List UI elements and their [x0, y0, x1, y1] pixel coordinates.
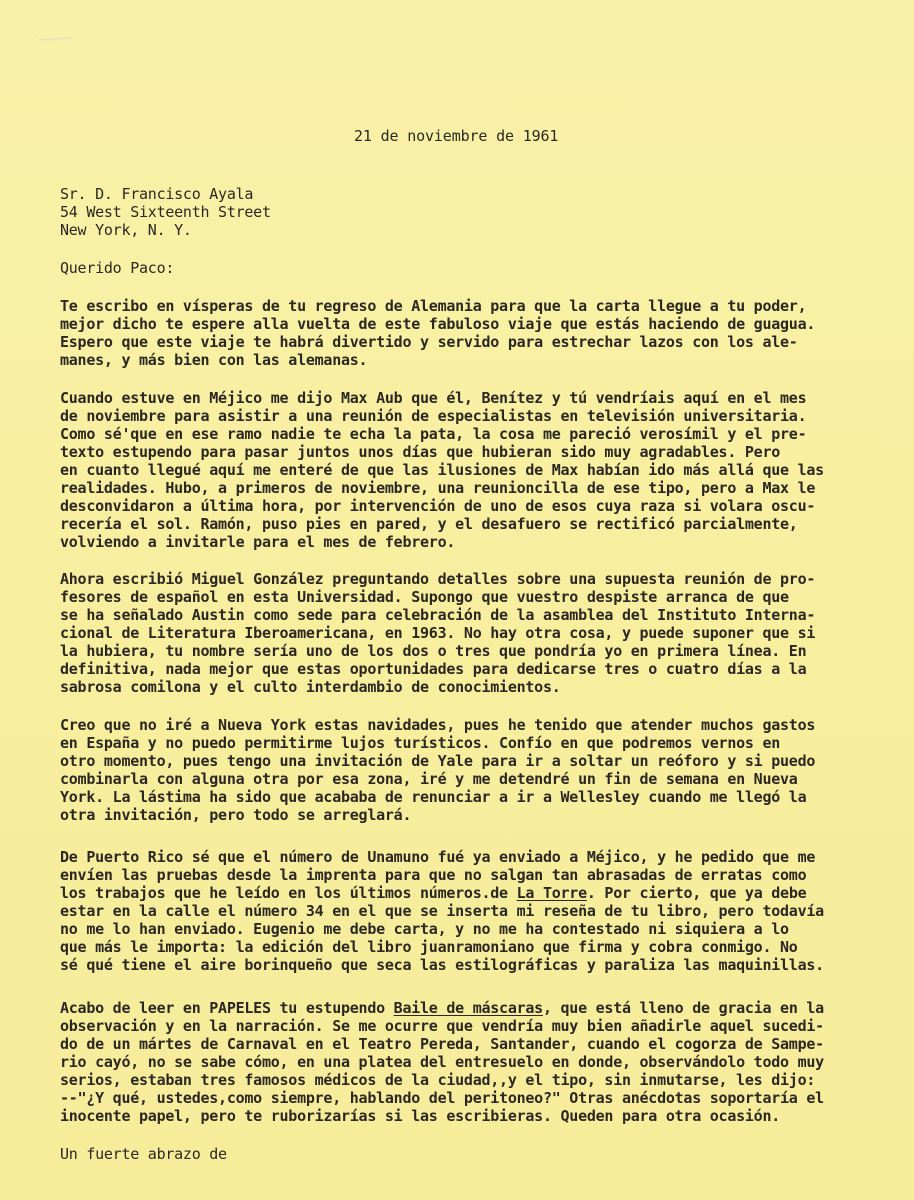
body-line: definitiva, nada mejor que estas oportunidades para dedicarse tres o cuatro días a la [60, 660, 807, 678]
body-line: otro momento, pues tengo una invitación de Yale para ir a soltar un reóforo y si puedo [60, 752, 816, 770]
body-line: De Puerto Rico sé que el número de Unamuno fué ya enviado a Méjico, y he pedido que me [60, 848, 816, 866]
body-line: en cuanto llegué aquí me enteré de que las ilusiones de Max habían ido más allá que las [60, 461, 824, 479]
body-line: volviendo a invitarle para el mes de febrero. [60, 533, 456, 551]
body-line: serios, estaban tres famosos médicos de la ciudad,,y el tipo, sin inmutarse, les dijo: [60, 1071, 816, 1089]
body-line: no me lo han enviado. Eugenio me debe carta, y no me ha contestado ni siquiera a lo [60, 920, 789, 938]
body-line [60, 999, 824, 1017]
body-line: Cuando estuve en Méjico me dijo Max Aub que él, Benítez y tú vendríais aquí en el mes [60, 389, 807, 407]
address-line-name: Sr. D. Francisco Ayala [60, 185, 254, 203]
body-line: que más le importa: la edición del libro juanramoniano que firma y cobra conmigo. No [60, 938, 798, 956]
body-line: --"¿Y qué, ustedes,como siempre, hablando del peritoneo?" Otras anécdotas soportaría el [60, 1089, 824, 1107]
body-line: estar en la calle el número 34 en el que se inserta mi reseña de tu libro, pero todavía [60, 902, 824, 920]
body-line: la hubiera, tu nombre sería uno de los dos o tres que pondría yo en primera línea. En [60, 642, 807, 660]
body-line: de noviembre para asistir a una reunión de especialistas en televisión universitaria. [60, 407, 807, 425]
body-line: texto estupendo para pasar juntos unos días que hubieran sido muy agradables. Pero [60, 443, 781, 461]
body-line: sé qué tiene el aire borinqueño que seca las estilográficas y paraliza las maquinillas. [60, 956, 824, 974]
body-line: sabrosa comilona y el culto interdambio de conocimientos. [60, 678, 561, 696]
body-text: , que está lleno de gracia en la [542, 999, 824, 1017]
body-line: fesores de español en esta Universidad. Supongo que vuestro despiste arranca de que [60, 588, 789, 606]
body-line: recería el sol. Ramón, puso pies en pared, y el desafuero se rectificó parcialmente, [60, 515, 798, 533]
body-text: los trabajos que he leído en los últimos números.de [60, 884, 517, 902]
body-line [60, 884, 806, 902]
body-line: mejor dicho te espere alla vuelta de este fabuloso viaje que estás haciendo de guagua. [60, 315, 816, 333]
body-line: envíen las pruebas desde la imprenta para que no salgan tan abrasadas de erratas como [60, 866, 807, 884]
body-line: combinarla con alguna otra por esa zona, iré y me detendré un fin de semana en Nueva [60, 770, 798, 788]
body-line: otra invitación, pero todo se arreglará. [60, 806, 412, 824]
address-line-street: 54 West Sixteenth Street [60, 203, 271, 221]
body-line: desconvidaron a última hora, por intervención de uno de esos cuya raza si volara oscu- [60, 497, 816, 515]
body-line: York. La lástima ha sido que acababa de renunciar a ir a Wellesley cuando me llegó la [60, 788, 807, 806]
body-line: Ahora escribió Miguel González preguntando detalles sobre una supuesta reunión de pro- [60, 570, 816, 588]
body-line: manes, y más bien con las alemanas. [60, 351, 368, 369]
body-line: rio cayó, no se sabe cómo, en una platea del entresuelo en donde, observándolo todo muy [60, 1053, 824, 1071]
body-line: observación y en la narración. Se me ocurre que vendría muy bien añadirle aquel sucedi- [60, 1017, 824, 1035]
body-text: Acabo de leer en PAPELES tu estupendo [60, 999, 394, 1017]
body-line: Espero que este viaje te habrá divertido y servido para estrechar lazos con los ale- [60, 333, 798, 351]
body-text: . Por cierto, que ya debe [586, 884, 807, 902]
body-line: cional de Literatura Iberoamericana, en 1963. No hay otra cosa, y puede suponer que si [60, 624, 816, 642]
body-line: realidades. Hubo, a primeros de noviembre, una reunioncilla de ese tipo, pero a Max le [60, 479, 816, 497]
letter-date: 21 de noviembre de 1961 [354, 127, 559, 145]
journal-title-la-torre: La Torre [516, 884, 587, 902]
body-line: do de un mártes de Carnaval en el Teatro Pereda, Santander, cuando el cogorza de Sampe- [60, 1035, 824, 1053]
work-title-baile-de-mascaras: Baile de máscaras [393, 999, 543, 1017]
body-line: Te escribo en vísperas de tu regreso de Alemania para que la carta llegue a tu poder, [60, 297, 807, 315]
body-line: Como sé'que en ese ramo nadie te echa la pata, la cosa me pareció verosímil y el pre- [60, 425, 807, 443]
salutation: Querido Paco: [60, 259, 175, 277]
body-line: Creo que no iré a Nueva York estas navidades, pues he tenido que atender muchos gastos [60, 716, 816, 734]
body-line: se ha señalado Austin como sede para celebración de la asamblea del Instituto Interna- [60, 606, 816, 624]
paper-mark [38, 37, 72, 41]
body-line: en España y no puedo permitirme lujos turísticos. Confío en que podremos vernos en [60, 734, 781, 752]
body-line: inocente papel, pero te ruborizarías si las escribieras. Queden para otra ocasión. [60, 1107, 781, 1125]
closing-line: Un fuerte abrazo de [60, 1145, 227, 1163]
address-line-city: New York, N. Y. [60, 221, 192, 239]
